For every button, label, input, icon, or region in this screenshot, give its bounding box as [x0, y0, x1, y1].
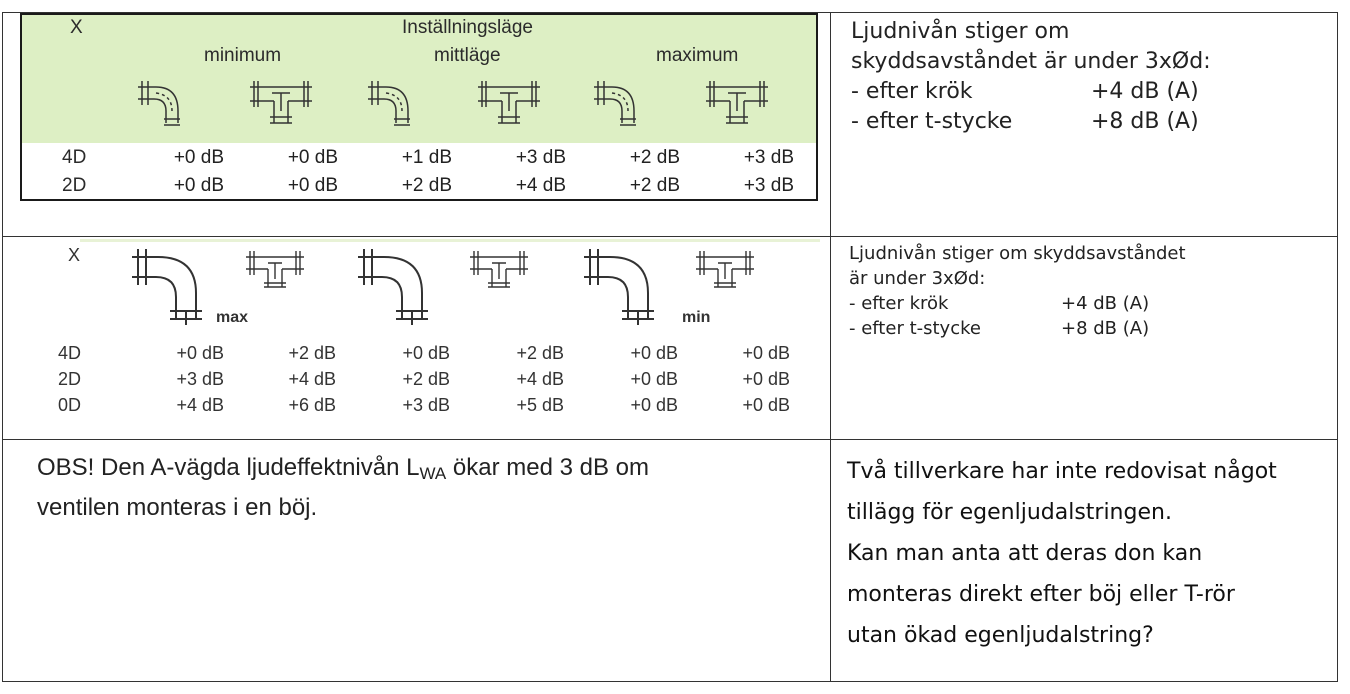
table-cell: +0 dB — [173, 147, 224, 168]
tee-icon — [242, 245, 308, 295]
table-cell: +4 dB — [176, 395, 224, 415]
row-label-2d: 2D — [58, 369, 82, 389]
tee-icon — [702, 73, 772, 129]
table-cell: +0 dB — [402, 343, 450, 363]
mode-mittlage: mittläge — [434, 45, 501, 66]
question-note — [847, 451, 1337, 656]
mode-minimum: minimum — [204, 45, 282, 66]
tag-max: max — [216, 309, 249, 326]
question-line: monteras direkt efter böj eller T-rör — [847, 582, 1235, 607]
table-cell: +0 dB — [742, 395, 790, 415]
tee-icon — [246, 73, 316, 129]
question-line: Kan man anta att deras don kan — [847, 541, 1203, 566]
row-label-4d: 4D — [58, 343, 82, 363]
document-table — [2, 12, 1338, 682]
note-item-value: +8 dB (A) — [1061, 318, 1150, 339]
elbow-icon — [354, 245, 444, 327]
table-cell: +2 dB — [401, 175, 452, 196]
header-band — [80, 239, 820, 242]
elbow-icon — [580, 245, 670, 327]
elbow-icon — [364, 73, 422, 129]
settings-table-2 — [20, 239, 820, 417]
note-item-label: - efter krök — [851, 79, 973, 104]
row-label-0d: 0D — [58, 395, 82, 415]
note-1 — [851, 17, 1211, 137]
row-divider-2 — [3, 439, 1337, 440]
obs-text-part1: OBS! Den A-vägda ljudeffektnivån L — [37, 454, 420, 481]
table-cell: +4 dB — [516, 369, 564, 389]
obs-note — [37, 451, 817, 525]
elbow-icon — [128, 245, 218, 327]
row-label-2d: 2D — [62, 175, 87, 196]
table-cell: +3 dB — [743, 175, 794, 196]
note-line: Ljudnivån stiger om — [851, 19, 1070, 44]
table-cell: +2 dB — [402, 369, 450, 389]
note-item-label: - efter t-stycke — [851, 109, 1013, 134]
note-item-value: +8 dB (A) — [1091, 109, 1199, 134]
table-cell: +3 dB — [402, 395, 450, 415]
obs-text-part2: ökar med 3 dB om — [446, 454, 649, 481]
tee-icon — [474, 73, 544, 129]
table-cell: +0 dB — [742, 369, 790, 389]
column-divider — [830, 13, 831, 681]
elbow-icon — [134, 73, 192, 129]
table-cell: +0 dB — [287, 147, 338, 168]
table-cell: +3 dB — [743, 147, 794, 168]
row-label-4d: 4D — [62, 147, 87, 168]
table-cell: +2 dB — [516, 343, 564, 363]
obs-subscript: WA — [419, 464, 447, 483]
tee-icon — [692, 245, 758, 295]
note-line: Ljudnivån stiger om skyddsavståndet — [849, 243, 1186, 264]
row-divider-1 — [3, 236, 1337, 237]
x-label: X — [68, 245, 81, 265]
table-cell: +4 dB — [515, 175, 566, 196]
table-cell: +0 dB — [630, 343, 678, 363]
table-cell: +2 dB — [629, 147, 680, 168]
note-item-value: +4 dB (A) — [1061, 293, 1150, 314]
question-line: tillägg för egenljudalstringen. — [847, 500, 1172, 525]
note-item-label: - efter krök — [849, 293, 949, 314]
table-cell: +0 dB — [742, 343, 790, 363]
question-line: Två tillverkare har inte redovisat något — [847, 459, 1277, 484]
elbow-icon — [590, 73, 648, 129]
table-cell: +2 dB — [288, 343, 336, 363]
table-cell: +6 dB — [288, 395, 336, 415]
note-item-label: - efter t-stycke — [849, 318, 981, 339]
note-line: är under 3xØd: — [849, 268, 986, 289]
table-cell: +5 dB — [516, 395, 564, 415]
note-item — [849, 316, 1186, 341]
table-cell: +0 dB — [287, 175, 338, 196]
note-item — [849, 291, 1186, 316]
note-2 — [849, 241, 1186, 341]
tee-icon — [466, 245, 532, 295]
table-cell: +0 dB — [173, 175, 224, 196]
table-cell: +3 dB — [515, 147, 566, 168]
question-line: utan ökad egenljudalstring? — [847, 623, 1154, 648]
note-item-value: +4 dB (A) — [1091, 79, 1199, 104]
tag-min: min — [682, 309, 711, 326]
note-line: skyddsavståndet är under 3xØd: — [851, 49, 1211, 74]
obs-line-2: ventilen monteras i en böj. — [37, 494, 318, 521]
table-cell: +1 dB — [401, 147, 452, 168]
table-cell: +0 dB — [630, 369, 678, 389]
table-cell: +0 dB — [630, 395, 678, 415]
mode-maximum: maximum — [656, 45, 739, 66]
table-cell: +0 dB — [176, 343, 224, 363]
note-item — [851, 77, 1211, 107]
settings-table-1 — [20, 13, 818, 201]
table-cell: +3 dB — [176, 369, 224, 389]
table-cell: +4 dB — [288, 369, 336, 389]
settings-heading: Inställningsläge — [402, 17, 533, 38]
note-item — [851, 107, 1211, 137]
table-cell: +2 dB — [629, 175, 680, 196]
x-label: X — [70, 17, 83, 38]
obs-line-1 — [37, 451, 817, 491]
